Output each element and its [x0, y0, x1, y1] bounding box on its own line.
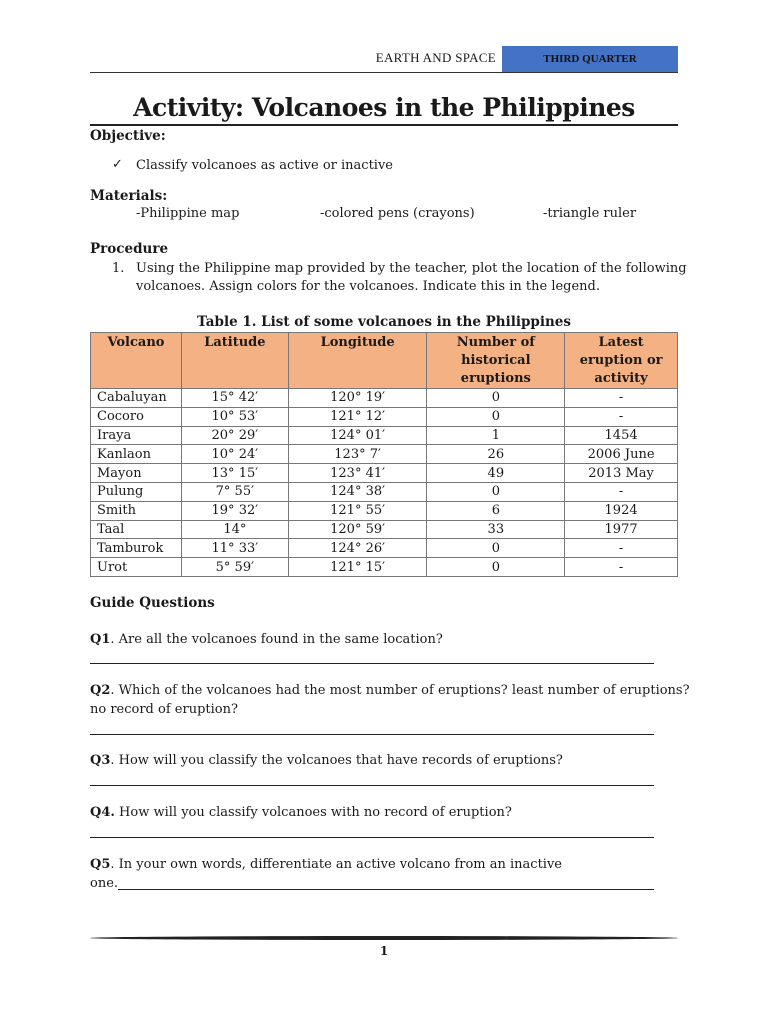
table-row — [91, 539, 678, 558]
table-row — [91, 445, 678, 464]
table-cell: Smith — [91, 501, 182, 520]
question-text-continued: one. — [90, 876, 119, 891]
material-item: -colored pens (crayons) — [320, 206, 475, 221]
table-cell: Urot — [91, 558, 182, 577]
table-cell: 120° 19′ — [288, 389, 427, 408]
procedure-line: volcanoes. Assign colors for the volcanoes. Indicate this in the legend. — [136, 279, 601, 294]
table-cell: 1977 — [565, 520, 678, 539]
column-header: Number of historical eruptions — [427, 333, 565, 389]
procedure-line: Using the Philippine map provided by the teacher, plot the location of the following — [136, 261, 687, 276]
page-number: 1 — [379, 944, 389, 958]
question-text: . In your own words, differentiate an active volcano from an inactive — [110, 857, 563, 872]
table-row — [91, 464, 678, 483]
material-item: -Philippine map — [136, 206, 240, 221]
answer-line[interactable] — [118, 889, 654, 890]
table-cell: 5° 59′ — [181, 558, 288, 577]
question-text: . Which of the volcanoes had the most number of eruptions? least number of eruptions? — [110, 683, 690, 698]
table-row — [91, 389, 678, 408]
question-text: How will you classify volcanoes with no record of eruption? — [114, 805, 512, 820]
table-row — [91, 501, 678, 520]
table-cell: Cocoro — [91, 407, 182, 426]
table-cell: 0 — [427, 482, 565, 501]
question-q2 — [90, 683, 690, 698]
table-cell: 7° 55′ — [181, 482, 288, 501]
column-header: Longitude — [288, 333, 427, 389]
table-cell: 13° 15′ — [181, 464, 288, 483]
procedure-heading: Procedure — [90, 241, 169, 257]
table-cell: 2013 May — [565, 464, 678, 483]
procedure-number: 1. — [112, 261, 125, 276]
table-caption: Table 1. List of some volcanoes in the Philippines — [197, 314, 571, 330]
title-divider — [90, 124, 678, 126]
footer-divider — [90, 936, 678, 940]
table-cell: Cabaluyan — [91, 389, 182, 408]
checkmark-icon: ✓ — [112, 157, 123, 172]
question-text: . Are all the volcanoes found in the same location? — [110, 632, 443, 647]
table-cell: 121° 12′ — [288, 407, 427, 426]
question-q1 — [90, 632, 443, 647]
table-cell: 2006 June — [565, 445, 678, 464]
table-cell: 10° 53′ — [181, 407, 288, 426]
table-cell: 1 — [427, 426, 565, 445]
table-cell: 6 — [427, 501, 565, 520]
table-cell: Kanlaon — [91, 445, 182, 464]
question-label: Q1 — [90, 632, 111, 647]
table-cell: Taal — [91, 520, 182, 539]
objective-heading: Objective: — [90, 128, 166, 144]
question-q3 — [90, 753, 563, 768]
header-subject: EARTH AND SPACE — [375, 50, 496, 65]
table-cell: 124° 38′ — [288, 482, 427, 501]
table-cell: - — [565, 539, 678, 558]
table-cell: 1924 — [565, 501, 678, 520]
question-label: Q2 — [90, 683, 111, 698]
page-title: Activity: Volcanoes in the Philippines — [133, 93, 635, 122]
column-header: Latest eruption or activity — [565, 333, 678, 389]
table-cell: Iraya — [91, 426, 182, 445]
table-cell: 26 — [427, 445, 565, 464]
table-cell: 14° — [181, 520, 288, 539]
table-cell: 121° 15′ — [288, 558, 427, 577]
table-cell: 15° 42′ — [181, 389, 288, 408]
table-cell: 49 — [427, 464, 565, 483]
objective-item: Classify volcanoes as active or inactive — [136, 158, 393, 173]
table-cell: 123° 41′ — [288, 464, 427, 483]
table-cell: - — [565, 389, 678, 408]
table-row — [91, 407, 678, 426]
question-q5 — [90, 857, 562, 872]
guide-heading: Guide Questions — [90, 595, 215, 611]
header-divider — [90, 72, 678, 73]
table-cell: - — [565, 407, 678, 426]
question-label: Q4. — [90, 805, 115, 820]
table-cell: Tamburok — [91, 539, 182, 558]
table-cell: 11° 33′ — [181, 539, 288, 558]
column-header: Latitude — [181, 333, 288, 389]
answer-line[interactable] — [90, 734, 654, 735]
table-cell: Mayon — [91, 464, 182, 483]
table-row — [91, 558, 678, 577]
table-cell: 0 — [427, 558, 565, 577]
table-cell: 0 — [427, 539, 565, 558]
column-header: Volcano — [91, 333, 182, 389]
answer-line[interactable] — [90, 837, 654, 838]
answer-line[interactable] — [90, 785, 654, 786]
question-label: Q5 — [90, 857, 111, 872]
question-label: Q3 — [90, 753, 111, 768]
answer-line[interactable] — [90, 663, 654, 664]
table-cell: 10° 24′ — [181, 445, 288, 464]
table-cell: 120° 59′ — [288, 520, 427, 539]
table-header-row — [91, 333, 678, 389]
question-text-continued: no record of eruption? — [90, 702, 238, 717]
table-cell: 123° 7′ — [288, 445, 427, 464]
table-row — [91, 426, 678, 445]
table-cell: 20° 29′ — [181, 426, 288, 445]
header-quarter-badge: THIRD QUARTER — [502, 46, 678, 72]
table-cell: 121° 55′ — [288, 501, 427, 520]
table-cell: 124° 01′ — [288, 426, 427, 445]
table-cell: Pulung — [91, 482, 182, 501]
table-cell: 124° 26′ — [288, 539, 427, 558]
table-cell: - — [565, 482, 678, 501]
question-q4 — [90, 805, 512, 820]
table-row — [91, 520, 678, 539]
table-cell: 33 — [427, 520, 565, 539]
table-cell: 0 — [427, 407, 565, 426]
question-text: . How will you classify the volcanoes that have records of eruptions? — [110, 753, 563, 768]
material-item: -triangle ruler — [543, 206, 637, 221]
table-row — [91, 482, 678, 501]
table-cell: - — [565, 558, 678, 577]
table-cell: 0 — [427, 389, 565, 408]
materials-heading: Materials: — [90, 188, 168, 204]
table-cell: 1454 — [565, 426, 678, 445]
volcano-table — [90, 332, 678, 577]
table-cell: 19° 32′ — [181, 501, 288, 520]
